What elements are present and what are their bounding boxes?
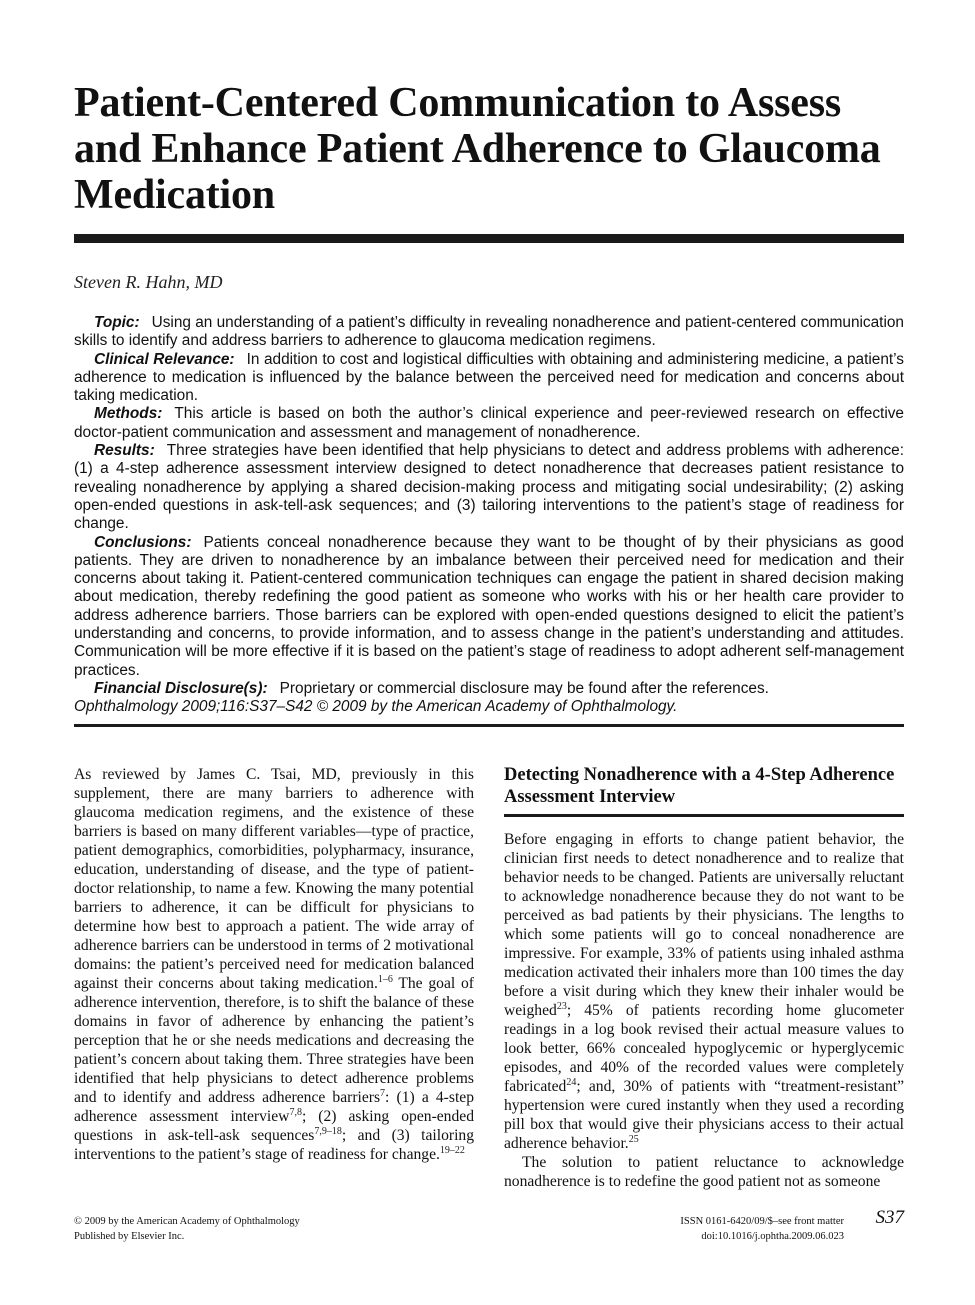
body-paragraph bbox=[504, 830, 904, 1153]
author-name: Steven R. Hahn, MD bbox=[74, 272, 223, 292]
body-text: Before engaging in efforts to change patient behavior, the clinician first needs to detect nonadherence and to realize that behavior needs to be changed. Patients are universally reluctant to acknowledge nonadherence because they do not want to be perceived as bad patients by their physicians. The lengths to which some patients will go to conceal nonadherence are impressive. For example, 33% of patients using inhaled asthma medication activated their inhalers more than 100 times the day before a visit during which they knew their inhaler would be weighed bbox=[504, 831, 904, 1019]
issn-text: ISSN 0161-6420/09/$–see front matter bbox=[680, 1216, 844, 1227]
reference-link[interactable]: 7,8 bbox=[289, 1106, 302, 1118]
body-text: : (1) a 4-step adherence assessment interview bbox=[74, 1089, 474, 1125]
footer-identifiers bbox=[680, 1214, 844, 1244]
abstract-label: Results: bbox=[94, 442, 155, 460]
abstract-topic bbox=[74, 314, 904, 351]
body-text: As reviewed by James C. Tsai, MD, previously in this supplement, there are many barriers to adherence with glaucoma medication regimens, and the existence of these barriers is based on many different variables—type of practice, patient demographics, comorbidities, polypharmacy, insurance, education, understanding of disease, and the type of patient-doctor relationship, to name a few. Knowing the many potential barriers to adherence, it can be difficult for physicians to determine how best to approach a patient. The wide array of adherence barriers can be understood in terms of 2 motivational domains: the patient’s perceived need for medication balanced against their concerns about taking medication. bbox=[74, 766, 474, 992]
abstract-text: Three strategies have been identified that help physicians to detect and address problems with adherence: (1) a 4-step adherence assessment interview designed to detect nonadherence that decreases patient resistance to revealing nonadherence by applying a shared decision-making process and mitigating social undesirability; (2) asking open-ended questions in ask-tell-ask sequences; and (3) tailoring interventions to the patient’s stage of readiness for change. bbox=[74, 442, 904, 533]
body-paragraph: The solution to patient reluctance to acknowledge nonadherence is to redefine the good patient not as someone bbox=[504, 1154, 904, 1190]
section-heading: Detecting Nonadherence with a 4-Step Adherence Assessment Interview bbox=[504, 765, 895, 807]
footer-copyright bbox=[74, 1214, 300, 1244]
body-text: ; and (3) tailoring interventions to the patient’s stage of readiness for change. bbox=[74, 1127, 475, 1163]
journal-citation: Ophthalmology 2009;116:S37–S42 © 2009 by the American Academy of Ophthalmology. bbox=[74, 698, 678, 716]
abstract bbox=[74, 314, 904, 717]
abstract-text: Using an understanding of a patient’s difficulty in revealing nonadherence and patient-centered communication skills to identify and address barriers to adherence to glaucoma medication regimens. bbox=[74, 314, 904, 350]
reference-link[interactable]: 24 bbox=[566, 1076, 577, 1088]
abstract-relevance bbox=[74, 351, 904, 406]
title-divider bbox=[74, 234, 904, 243]
reference-link[interactable]: 7,9–18 bbox=[314, 1125, 342, 1137]
reference-link[interactable]: 1–6 bbox=[377, 973, 393, 985]
body-text: The goal of adherence intervention, therefore, is to shift the balance of these domains in favor of adherence by enhancing the patient’s perception that he or she needs medications and decreasing the patient’s concern about taking them. Three strategies have been identified that help physicians to detect adherence problems and to identify and address adherence barriers bbox=[74, 975, 474, 1106]
reference-link[interactable]: 19–22 bbox=[439, 1144, 465, 1156]
abstract-label: Conclusions: bbox=[94, 533, 192, 551]
article-title: Patient-Centered Communication to Assess and Enhance Patient Adherence to Glaucoma Medication bbox=[74, 80, 881, 218]
abstract-label: Topic: bbox=[94, 314, 140, 331]
abstract-text: Proprietary or commercial disclosure may be found after the references. bbox=[279, 679, 769, 697]
abstract-divider bbox=[74, 724, 904, 727]
abstract-disclosure bbox=[74, 680, 904, 717]
abstract-text: Patients conceal nonadherence because they want to be thought of by their physicians as good patients. They are driven to nonadherence by an imbalance between their perceived need for medication and their concerns about taking it. Patient-centered communication techniques can engage the patient in shared decision making about medication, thereby redefining the good patient as someone who works with his or her health care provider to address adherence barriers. Those barriers can be explored with open-ended questions designed to elicit the patient’s understanding and concerns, to provide information, and to assess change in the patient’s understanding and attitudes. Communication will be more effective if it is based on the patient’s stage of readiness to adopt adherent self-management practices. bbox=[74, 533, 904, 679]
abstract-label: Methods: bbox=[94, 405, 163, 423]
body-column-right bbox=[504, 830, 904, 1191]
body-paragraph bbox=[74, 765, 474, 1164]
abstract-label: Financial Disclosure(s): bbox=[94, 679, 268, 697]
body-text: ; (2) asking open-ended questions in ask-tell-ask sequences bbox=[74, 1108, 474, 1144]
reference-link[interactable]: 23 bbox=[556, 1000, 567, 1012]
abstract-text: In addition to cost and logistical difficulties with obtaining and administering medicine, a patient’s adherence to medication is influenced by the balance between the perceived need for medication and concerns about taking medication. bbox=[74, 350, 904, 405]
abstract-results bbox=[74, 442, 904, 533]
publisher-text: Published by Elsevier Inc. bbox=[74, 1231, 185, 1242]
abstract-text: This article is based on both the author’s clinical experience and peer-reviewed research on effective doctor-patient communication and assessment and management of nonadherence. bbox=[74, 405, 904, 441]
section-divider bbox=[504, 814, 904, 817]
body-text: ; 45% of patients recording home glucometer readings in a log book revised their actual measure values to look better, 66% concealed hypoglycemic or hyperglycemic episodes, and 40% of the recorded values were completely fabricated bbox=[504, 1002, 904, 1095]
page-number: S37 bbox=[875, 1207, 904, 1228]
body-column-left bbox=[74, 765, 474, 1164]
abstract-conclusions bbox=[74, 534, 904, 680]
copyright-text: © 2009 by the American Academy of Ophthalmology bbox=[74, 1216, 300, 1227]
abstract-methods bbox=[74, 405, 904, 442]
abstract-label: Clinical Relevance: bbox=[94, 350, 235, 368]
body-text: ; and, 30% of patients with “treatment-resistant” hypertension were cured instantly when they used a recording pill box that would give their physicians access to their actual adherence behavior. bbox=[504, 1078, 904, 1152]
reference-link[interactable]: 25 bbox=[628, 1133, 639, 1145]
reference-link[interactable]: 7 bbox=[380, 1087, 386, 1099]
doi-link[interactable]: doi:10.1016/j.ophtha.2009.06.023 bbox=[701, 1231, 844, 1242]
